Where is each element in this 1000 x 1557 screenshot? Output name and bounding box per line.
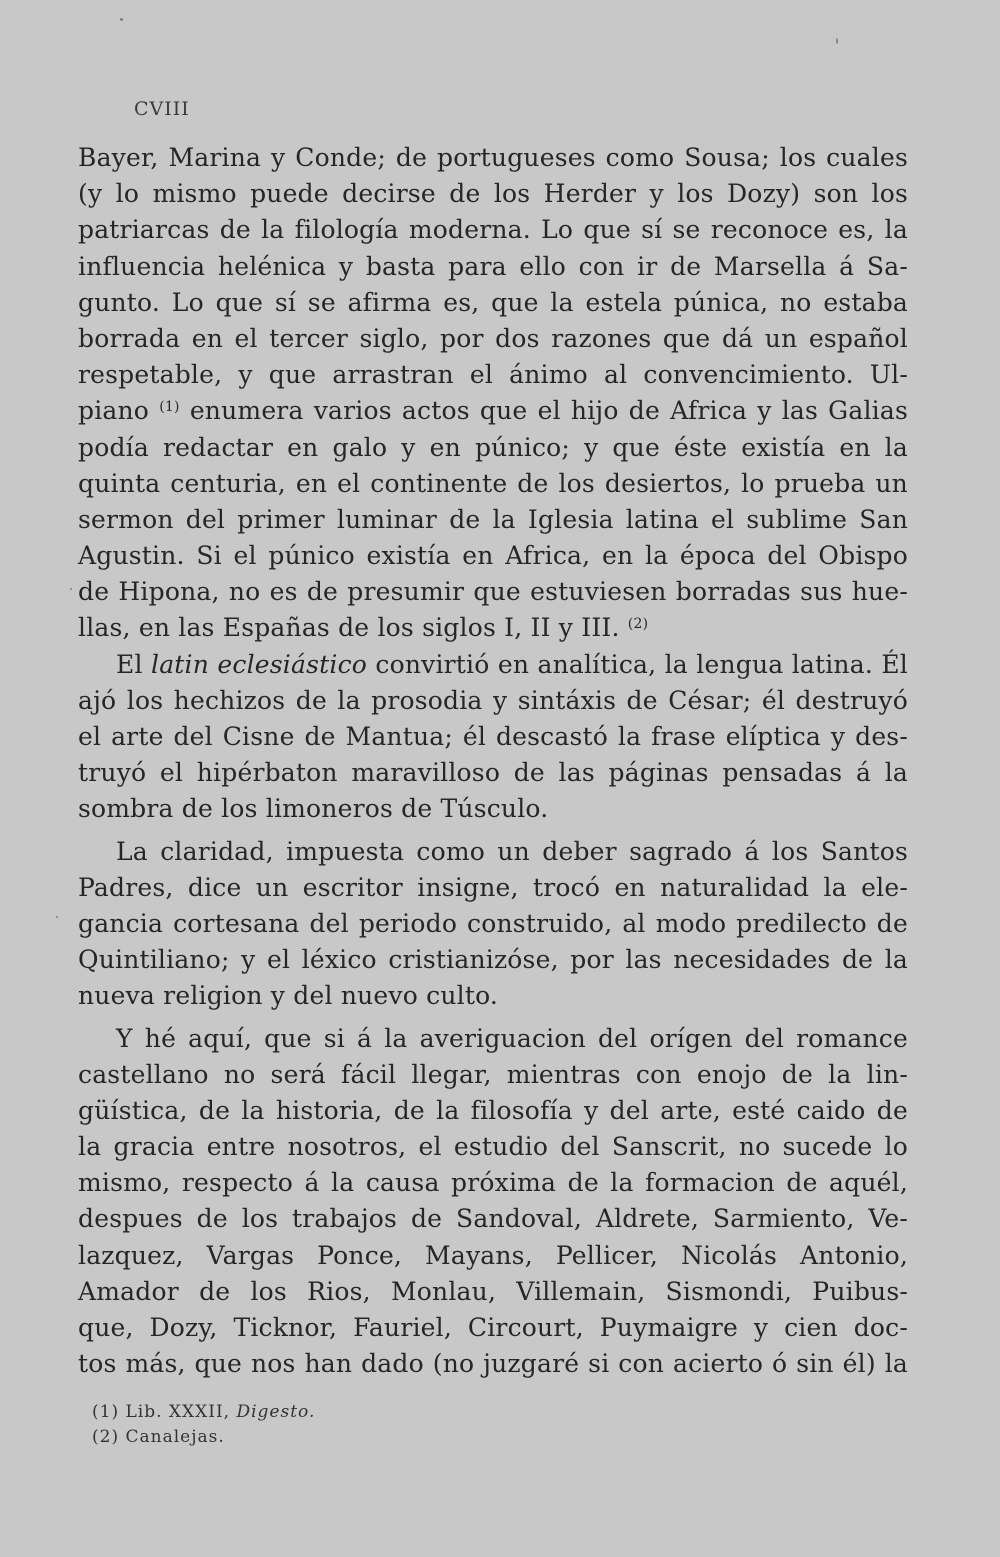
text-line: truyó el hipérbaton maravilloso de las páginas pensadas á la	[78, 758, 908, 788]
italic-term: latin eclesiástico	[151, 649, 368, 679]
text-line: La claridad, impuesta como un deber sagrado á los Santos	[116, 836, 908, 866]
footnote-ref-1[interactable]: (1)	[159, 399, 180, 416]
page-number: CVIII	[134, 98, 190, 120]
text-line: mismo, respecto á la causa próxima de la formacion de aquél,	[78, 1168, 908, 1198]
text-line: patriarcas de la filología moderna. Lo que sí se reconoce es, la	[78, 215, 908, 245]
text-fragment: enumera varios actos que el hijo de Africa y las Galias	[189, 396, 908, 426]
footnote-text: Lib. XXXII,	[125, 1402, 231, 1422]
text-line: castellano no será fácil llegar, mientras con enojo de la lin-	[78, 1059, 908, 1089]
body-text	[78, 140, 908, 1382]
text-line	[78, 393, 908, 429]
text-line	[78, 647, 908, 683]
text-line: respetable, y que arrastran el ánimo al convencimiento. Ul-	[78, 360, 908, 390]
text-line: de Hipona, no es de presumir que estuviesen borradas sus hue-	[78, 577, 908, 607]
footnote-italic: Digesto.	[236, 1402, 316, 1422]
text-line: güística, de la historia, de la filosofía y del arte, esté caido de	[78, 1095, 908, 1125]
text-line: gancia cortesana del periodo construido, al modo predilecto de	[78, 908, 908, 938]
text-line: Quintiliano; y el léxico cristianizóse, por las necesidades de la	[78, 945, 908, 975]
paper-speck	[70, 588, 72, 590]
footnote-mark: (1)	[92, 1402, 120, 1422]
paper-speck	[120, 18, 123, 21]
text-fragment: El	[116, 649, 143, 679]
text-line: (y lo mismo puede decirse de los Herder y los Dozy) son los	[78, 179, 908, 209]
text-line: Y hé aquí, que si á la averiguacion del orígen del romance	[116, 1023, 908, 1053]
text-line: Bayer, Marina y Conde; de portugueses como Sousa; los cuales	[78, 143, 908, 172]
footnote-2	[92, 1425, 692, 1450]
footnote-mark: (2)	[92, 1427, 120, 1447]
text-fragment: llas, en las Españas de los siglos I, II y III.	[78, 613, 620, 643]
text-line: Amador de los Rios, Monlau, Villemain, Sismondi, Puibus-	[78, 1276, 908, 1306]
footnote-1	[92, 1400, 692, 1425]
text-line: gunto. Lo que sí se afirma es, que la estela púnica, no estaba	[78, 287, 908, 317]
text-fragment: piano	[78, 396, 150, 426]
text-line: quinta centuria, en el continente de los desiertos, lo prueba un	[78, 468, 908, 498]
text-line	[78, 610, 908, 646]
text-line: sermon del primer luminar de la Iglesia latina el sublime San	[78, 504, 908, 534]
footnote-text: Canalejas.	[125, 1427, 225, 1447]
text-fragment: convirtió en analítica, la lengua latina. Él	[375, 649, 908, 679]
text-line: podía redactar en galo y en púnico; y que éste existía en la	[78, 432, 908, 462]
text-line: lazquez, Vargas Ponce, Mayans, Pellicer, Nicolás Antonio,	[78, 1240, 908, 1270]
text-line: Padres, dice un escritor insigne, trocó en naturalidad la ele-	[78, 872, 908, 902]
text-line: sombra de los limoneros de Túsculo.	[78, 794, 549, 824]
footnote-ref-2[interactable]: (2)	[627, 616, 649, 633]
text-line: Agustin. Si el púnico existía en Africa, en la época del Obispo	[78, 541, 908, 571]
text-line: tos más, que nos han dado (no juzgaré si con acierto ó sin él) la	[78, 1349, 908, 1379]
text-line: despues de los trabajos de Sandoval, Aldrete, Sarmiento, Ve-	[78, 1204, 908, 1234]
text-line: ajó los hechizos de la prosodia y sintáxis de César; él destruyó	[78, 685, 908, 715]
paper-speck	[56, 916, 58, 918]
text-line: borrada en el tercer siglo, por dos razones que dá un español	[78, 323, 908, 353]
text-line: que, Dozy, Ticknor, Fauriel, Circourt, Puymaigre y cien doc-	[78, 1313, 908, 1342]
text-line: el arte del Cisne de Mantua; él descastó la frase elíptica y des-	[78, 722, 908, 751]
footnotes	[92, 1400, 692, 1450]
text-line: nueva religion y del nuevo culto.	[78, 981, 499, 1011]
paper-speck	[836, 38, 838, 44]
text-line: influencia helénica y basta para ello con ir de Marsella á Sa-	[78, 251, 908, 281]
text-line: la gracia entre nosotros, el estudio del Sanscrit, no sucede lo	[78, 1132, 908, 1162]
